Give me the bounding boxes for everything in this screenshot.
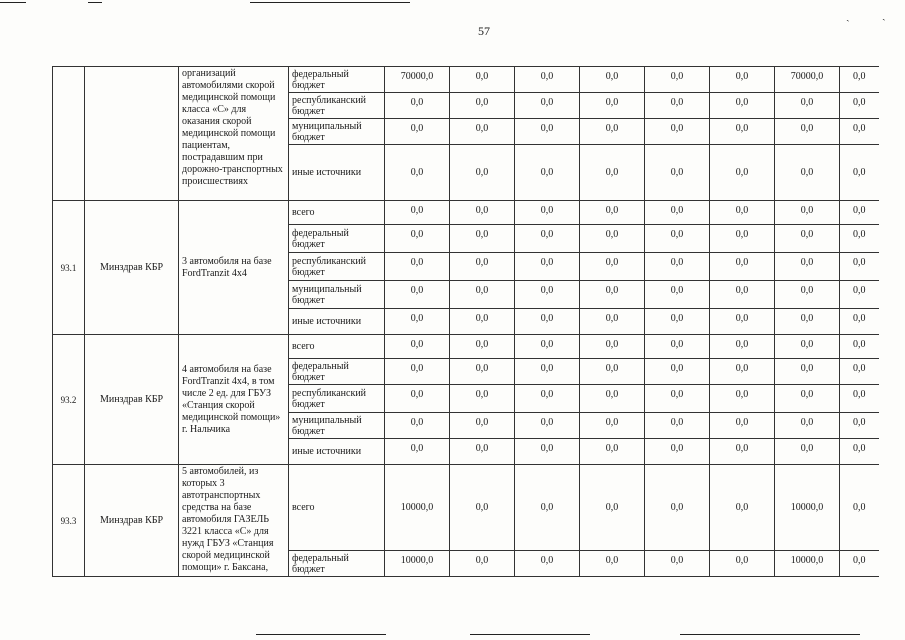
value-cell: 0,0: [775, 253, 840, 281]
value-cell: 0,0: [450, 551, 515, 577]
value-cell: 0,0: [515, 439, 580, 465]
value-cell: 0,0: [645, 359, 710, 385]
value-cell: 0,0: [450, 67, 515, 93]
value-cell: 0,0: [840, 225, 879, 253]
value-cell: 0,0: [645, 413, 710, 439]
funding-source-cell: федеральный бюджет: [289, 359, 385, 385]
value-cell: 0,0: [840, 551, 879, 577]
value-cell: 0,0: [775, 385, 840, 413]
value-cell: 0,0: [385, 335, 450, 359]
organization-cell: Минздрав КБР: [85, 465, 179, 577]
scan-mark: [0, 2, 26, 3]
value-cell: 0,0: [385, 385, 450, 413]
value-cell: 0,0: [450, 119, 515, 145]
value-cell: 0,0: [580, 93, 645, 119]
organization-cell: Минздрав КБР: [85, 335, 179, 465]
funding-source-cell: всего: [289, 201, 385, 225]
value-cell: 0,0: [710, 309, 775, 335]
value-cell: 0,0: [645, 335, 710, 359]
value-cell: 0,0: [385, 281, 450, 309]
value-cell: 0,0: [645, 253, 710, 281]
funding-source-cell: республиканский бюджет: [289, 385, 385, 413]
funding-source-cell: муниципальный бюджет: [289, 281, 385, 309]
value-cell: 0,0: [385, 201, 450, 225]
organization-cell: [85, 67, 179, 201]
value-cell: 0,0: [580, 413, 645, 439]
value-cell: 0,0: [450, 385, 515, 413]
value-cell: 0,0: [515, 335, 580, 359]
value-cell: 0,0: [580, 335, 645, 359]
value-cell: 0,0: [775, 201, 840, 225]
value-cell: 0,0: [515, 93, 580, 119]
funding-source-cell: федеральный бюджет: [289, 225, 385, 253]
value-cell: 0,0: [515, 385, 580, 413]
funding-source-cell: всего: [289, 335, 385, 359]
value-cell: 0,0: [450, 335, 515, 359]
value-cell: 0,0: [515, 253, 580, 281]
value-cell: 0,0: [450, 225, 515, 253]
funding-source-cell: республиканский бюджет: [289, 253, 385, 281]
value-cell: 0,0: [450, 439, 515, 465]
value-cell: 0,0: [710, 551, 775, 577]
value-cell: 0,0: [580, 145, 645, 201]
value-cell: 0,0: [710, 465, 775, 551]
scan-mark: ˎ: [846, 10, 850, 22]
description-cell: 4 автомобиля на базе FordTranzit 4x4, в том числе 2 ед. для ГБУЗ «Станция скорой медицинской помощи» г. Нальчика: [179, 335, 289, 465]
value-cell: 0,0: [450, 145, 515, 201]
value-cell: 0,0: [710, 225, 775, 253]
value-cell: 0,0: [385, 253, 450, 281]
value-cell: 0,0: [775, 309, 840, 335]
value-cell: 0,0: [645, 551, 710, 577]
value-cell: 0,0: [580, 465, 645, 551]
page-number: 57: [478, 24, 490, 38]
value-cell: 0,0: [580, 439, 645, 465]
description-cell: организаций автомобилями скорой медицинской помощи класса «С» для оказания скорой медицинской помощи пациентам, пострадавшим при дорожно-транспортных происшествиях: [179, 67, 289, 201]
value-cell: 0,0: [645, 93, 710, 119]
value-cell: 70000,0: [385, 67, 450, 93]
value-cell: 10000,0: [775, 551, 840, 577]
value-cell: 0,0: [450, 253, 515, 281]
funding-source-cell: иные источники: [289, 439, 385, 465]
value-cell: 0,0: [515, 359, 580, 385]
value-cell: 0,0: [710, 93, 775, 119]
value-cell: 0,0: [580, 281, 645, 309]
value-cell: 0,0: [840, 145, 879, 201]
value-cell: 0,0: [580, 225, 645, 253]
value-cell: 0,0: [840, 413, 879, 439]
row-index: 93.1: [53, 201, 85, 335]
value-cell: 0,0: [775, 281, 840, 309]
value-cell: 0,0: [385, 439, 450, 465]
scan-mark: [256, 634, 386, 635]
funding-source-cell: федеральный бюджет: [289, 67, 385, 93]
value-cell: 0,0: [775, 413, 840, 439]
funding-source-cell: федеральный бюджет: [289, 551, 385, 577]
value-cell: 10000,0: [385, 465, 450, 551]
value-cell: 0,0: [645, 145, 710, 201]
value-cell: 0,0: [385, 413, 450, 439]
value-cell: 0,0: [385, 145, 450, 201]
value-cell: 0,0: [450, 413, 515, 439]
funding-source-cell: муниципальный бюджет: [289, 119, 385, 145]
value-cell: 0,0: [450, 281, 515, 309]
value-cell: 0,0: [645, 225, 710, 253]
description-cell: 5 автомобилей, из которых 3 автотранспортных средства на базе автомобиля ГАЗЕЛЬ 3221 класса «С» для нужд ГБУЗ «Станция скорой медицинской помощи» г. Баксана,: [179, 465, 289, 577]
value-cell: 0,0: [450, 309, 515, 335]
scan-mark: ˏ: [882, 9, 886, 21]
scan-mark: [250, 2, 410, 3]
value-cell: 0,0: [710, 67, 775, 93]
row-index: [53, 67, 85, 201]
row-index: 93.3: [53, 465, 85, 577]
value-cell: 0,0: [775, 93, 840, 119]
value-cell: 0,0: [710, 119, 775, 145]
value-cell: 0,0: [840, 67, 879, 93]
value-cell: 0,0: [515, 413, 580, 439]
value-cell: 0,0: [580, 551, 645, 577]
value-cell: 0,0: [645, 309, 710, 335]
value-cell: 0,0: [710, 385, 775, 413]
value-cell: 0,0: [450, 201, 515, 225]
value-cell: 0,0: [840, 439, 879, 465]
value-cell: 0,0: [515, 201, 580, 225]
value-cell: 0,0: [450, 465, 515, 551]
value-cell: 0,0: [775, 439, 840, 465]
value-cell: 0,0: [775, 359, 840, 385]
funding-source-cell: иные источники: [289, 145, 385, 201]
value-cell: 0,0: [645, 281, 710, 309]
value-cell: 70000,0: [775, 67, 840, 93]
value-cell: 0,0: [515, 67, 580, 93]
value-cell: 0,0: [515, 281, 580, 309]
scan-mark: [470, 634, 590, 635]
value-cell: 0,0: [385, 309, 450, 335]
value-cell: 0,0: [515, 225, 580, 253]
value-cell: 0,0: [645, 385, 710, 413]
value-cell: 0,0: [710, 281, 775, 309]
funding-source-cell: всего: [289, 465, 385, 551]
value-cell: 0,0: [515, 145, 580, 201]
value-cell: 0,0: [645, 439, 710, 465]
value-cell: 0,0: [840, 281, 879, 309]
value-cell: 0,0: [450, 93, 515, 119]
value-cell: 0,0: [580, 119, 645, 145]
value-cell: 0,0: [580, 385, 645, 413]
value-cell: 0,0: [775, 119, 840, 145]
scan-mark: [680, 634, 860, 635]
value-cell: 0,0: [515, 465, 580, 551]
value-cell: 0,0: [580, 309, 645, 335]
value-cell: 10000,0: [385, 551, 450, 577]
value-cell: 10000,0: [775, 465, 840, 551]
value-cell: 0,0: [775, 225, 840, 253]
value-cell: 0,0: [645, 119, 710, 145]
value-cell: 0,0: [840, 385, 879, 413]
value-cell: 0,0: [840, 93, 879, 119]
value-cell: 0,0: [840, 309, 879, 335]
value-cell: 0,0: [710, 439, 775, 465]
value-cell: 0,0: [710, 359, 775, 385]
description-cell: 3 автомобиля на базе FordTranzit 4x4: [179, 201, 289, 335]
value-cell: 0,0: [710, 413, 775, 439]
budget-table: [52, 66, 879, 577]
value-cell: 0,0: [840, 119, 879, 145]
value-cell: 0,0: [580, 359, 645, 385]
scan-mark: [88, 2, 102, 3]
value-cell: 0,0: [710, 253, 775, 281]
row-index: 93.2: [53, 335, 85, 465]
value-cell: 0,0: [840, 465, 879, 551]
value-cell: 0,0: [710, 145, 775, 201]
value-cell: 0,0: [840, 253, 879, 281]
value-cell: 0,0: [710, 201, 775, 225]
value-cell: 0,0: [385, 359, 450, 385]
value-cell: 0,0: [710, 335, 775, 359]
value-cell: 0,0: [840, 335, 879, 359]
value-cell: 0,0: [645, 201, 710, 225]
value-cell: 0,0: [645, 465, 710, 551]
value-cell: 0,0: [775, 145, 840, 201]
funding-source-cell: республиканский бюджет: [289, 93, 385, 119]
value-cell: 0,0: [840, 201, 879, 225]
value-cell: 0,0: [775, 335, 840, 359]
value-cell: 0,0: [580, 253, 645, 281]
funding-source-cell: иные источники: [289, 309, 385, 335]
organization-cell: Минздрав КБР: [85, 201, 179, 335]
value-cell: 0,0: [580, 67, 645, 93]
value-cell: 0,0: [515, 309, 580, 335]
value-cell: 0,0: [645, 67, 710, 93]
value-cell: 0,0: [385, 225, 450, 253]
value-cell: 0,0: [385, 119, 450, 145]
value-cell: 0,0: [580, 201, 645, 225]
value-cell: 0,0: [450, 359, 515, 385]
value-cell: 0,0: [385, 93, 450, 119]
value-cell: 0,0: [840, 359, 879, 385]
value-cell: 0,0: [515, 119, 580, 145]
value-cell: 0,0: [515, 551, 580, 577]
funding-source-cell: муниципальный бюджет: [289, 413, 385, 439]
